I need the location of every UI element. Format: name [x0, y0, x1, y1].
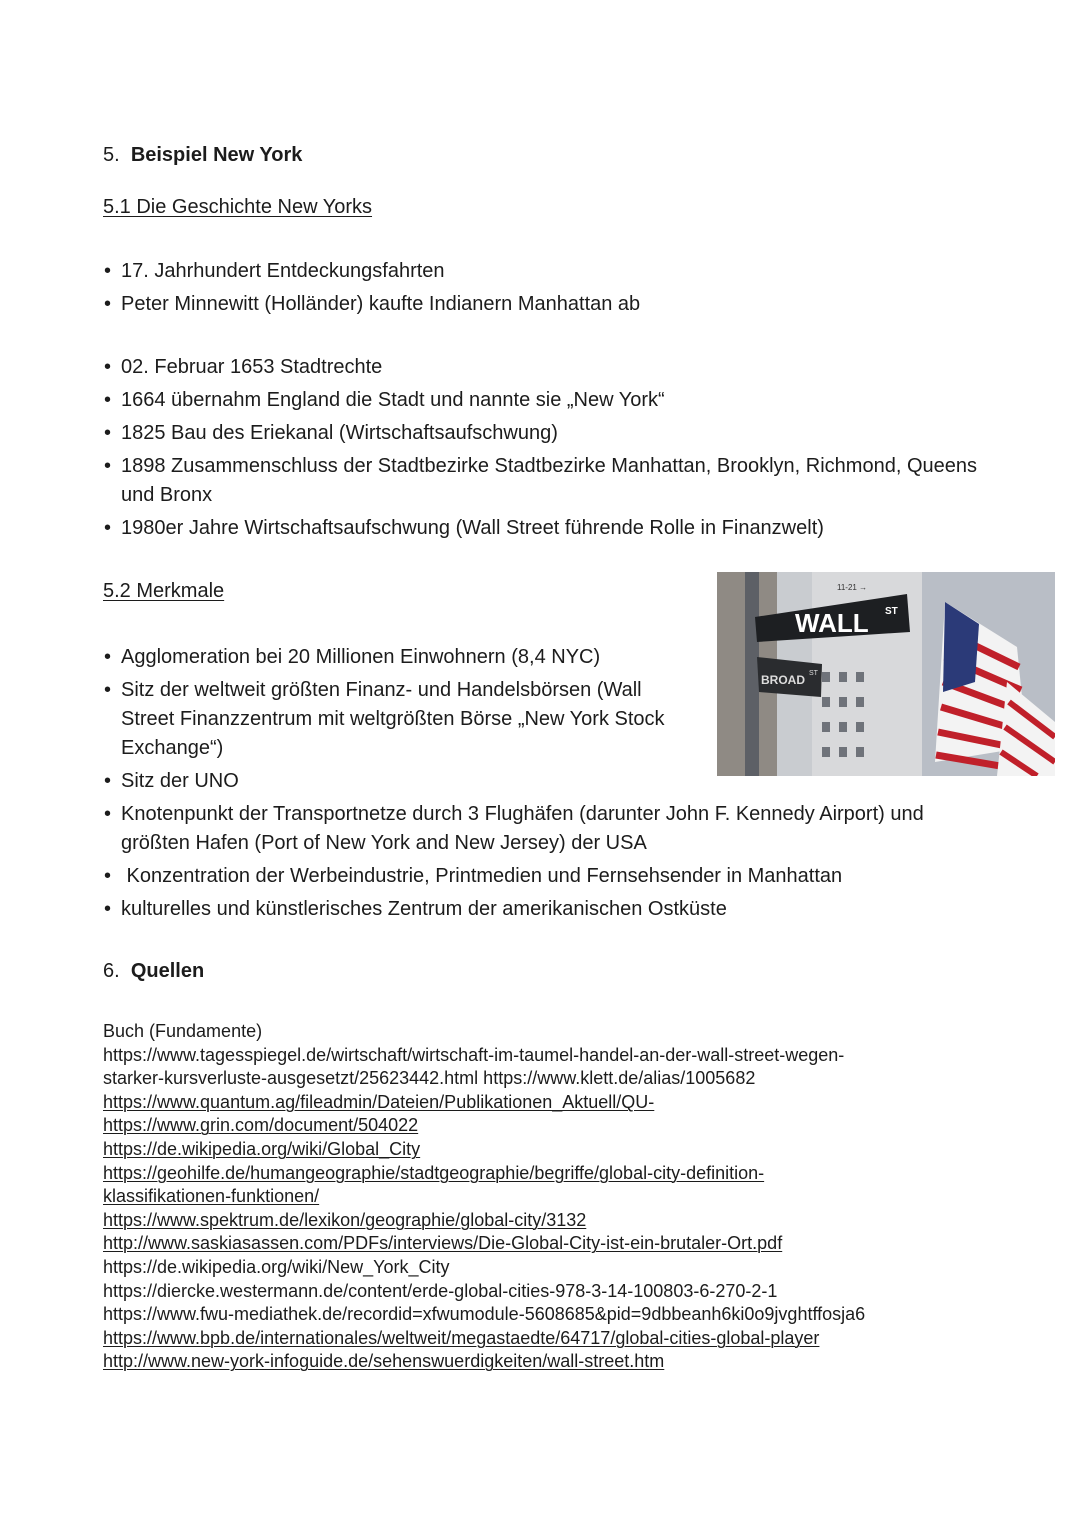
source-link[interactable]: https://www.spektrum.de/lexikon/geographie/global-city/3132	[103, 1209, 587, 1230]
history-list-2	[103, 353, 1003, 543]
sources-list	[103, 1020, 1003, 1374]
list-item: • 1664 übernahm England die Stadt und nannte sie „New York“	[103, 386, 1003, 415]
list-item: • Sitz der weltweit größten Finanz- und Handelsbörsen (Wall Street Finanzzentrum mit weltgrößten Börse „New York Stock Exchange“)	[103, 676, 691, 763]
source-text: https://diercke.westermann.de/content/erde-global-cities-978-3-14-100803-6-270-2-1	[103, 1280, 778, 1301]
source-link[interactable]: http://www.new-york-infoguide.de/sehenswuerdigkeiten/wall-street.htm	[103, 1351, 665, 1372]
list-item: • 1980er Jahre Wirtschaftsaufschwung (Wall Street führende Rolle in Finanzwelt)	[103, 514, 1003, 543]
section-number: 5.	[103, 144, 120, 166]
section-title: Quellen	[130, 960, 205, 982]
subsection-5-1-title: 5.1 Die Geschichte New Yorks	[103, 196, 373, 218]
source-text: https://de.wikipedia.org/wiki/New_York_City	[103, 1256, 450, 1277]
list-item: • Peter Minnewitt (Holländer) kaufte Indianern Manhattan ab	[103, 290, 1003, 319]
source-text: starker-kursverluste-ausgesetzt/25623442.html https://www.klett.de/alias/1005682	[103, 1068, 756, 1089]
sign-text: ST	[885, 606, 898, 617]
list-item: • Knotenpunkt der Transportnetze durch 3 Flughäfen (darunter John F. Kennedy Airport) und größten Hafen (Port of New York and New Jersey) der USA	[103, 800, 981, 858]
section-6-heading	[103, 957, 1003, 986]
source-link[interactable]: https://www.bpb.de/internationales/weltweit/megastaedte/64717/global-cities-global-player	[103, 1327, 820, 1348]
sign-text: BROAD	[761, 673, 805, 687]
source-link[interactable]: https://geohilfe.de/humangeographie/stadtgeographie/begriffe/global-city-definition-	[103, 1162, 765, 1183]
source-link[interactable]: http://www.saskiasassen.com/PDFs/interviews/Die-Global-City-ist-ein-brutaler-Ort.pdf	[103, 1233, 783, 1254]
subsection-5-2-title: 5.2 Merkmale	[103, 580, 225, 602]
list-item: • 1825 Bau des Eriekanal (Wirtschaftsaufschwung)	[103, 419, 1003, 448]
list-item: • kulturelles und künstlerisches Zentrum der amerikanischen Ostküste	[103, 895, 1003, 924]
list-item: • Konzentration der Werbeindustrie, Printmedien und Fernsehsender in Manhattan	[103, 862, 1003, 891]
source-text: https://www.fwu-mediathek.de/recordid=xfwumodule-5608685&pid=9dbbeanh6ki0o9jvghtffosja6	[103, 1304, 866, 1325]
list-item: • 17. Jahrhundert Entdeckungsfahrten	[103, 257, 1003, 286]
list-item: • Sitz der UNO	[103, 767, 1003, 796]
sign-text: ST	[809, 670, 818, 677]
section-title: Beispiel New York	[130, 144, 303, 166]
list-item: • Agglomeration bei 20 Millionen Einwohnern (8,4 NYC)	[103, 643, 1003, 672]
section-number: 6.	[103, 960, 120, 982]
wall-street-photo	[717, 572, 1055, 776]
section-5-heading	[103, 141, 1003, 170]
source-text: Buch (Fundamente)	[103, 1021, 263, 1041]
history-list-1	[103, 257, 1003, 319]
sign-text: WALL	[795, 608, 869, 638]
source-text: https://www.tagesspiegel.de/wirtschaft/wirtschaft-im-taumel-handel-an-der-wall-street-wegen-	[103, 1044, 845, 1065]
source-link[interactable]: https://de.wikipedia.org/wiki/Global_City	[103, 1138, 421, 1159]
sign-text: 11-21 →	[837, 583, 868, 592]
list-item: • 02. Februar 1653 Stadtrechte	[103, 353, 1003, 382]
source-link[interactable]: https://www.grin.com/document/504022	[103, 1115, 419, 1136]
source-link[interactable]: https://www.quantum.ag/fileadmin/Dateien/Publikationen_Aktuell/QU-	[103, 1091, 655, 1112]
source-link[interactable]: klassifikationen-funktionen/	[103, 1186, 320, 1207]
list-item: • 1898 Zusammenschluss der Stadtbezirke Stadtbezirke Manhattan, Brooklyn, Richmond, Queens und Bronx	[103, 452, 981, 510]
